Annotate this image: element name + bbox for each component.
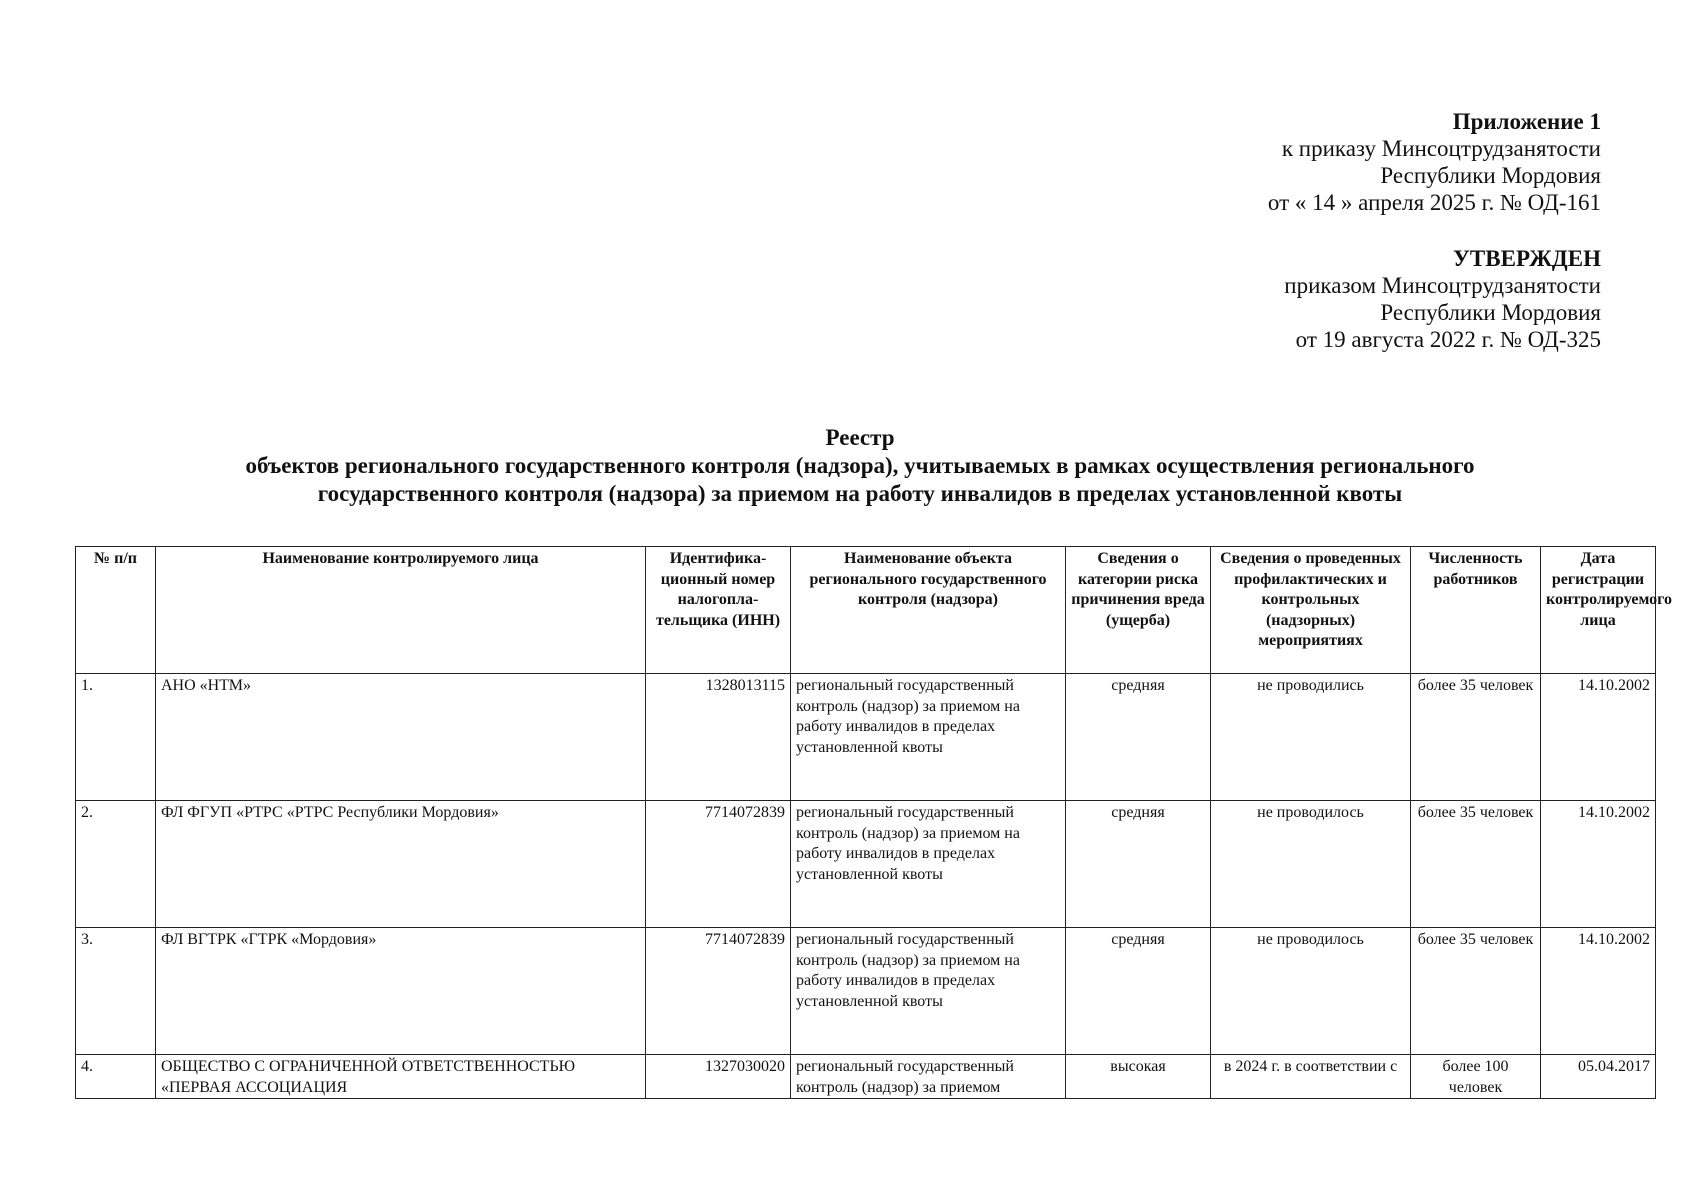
header-events: Сведения о проведенных профилактических и контрольных (надзорных) мероприятиях bbox=[1211, 547, 1411, 674]
approved-heading: УТВЕРЖДЕН bbox=[1453, 246, 1601, 271]
approval-block-appendix bbox=[1268, 108, 1601, 216]
table-row bbox=[76, 928, 1656, 1055]
header-employees: Численность работников bbox=[1411, 547, 1541, 674]
row-inn: 1328013115 bbox=[646, 674, 791, 801]
table-row bbox=[76, 674, 1656, 801]
document-title bbox=[90, 424, 1630, 508]
row-control-object: региональный государственный контроль (надзор) за приемом bbox=[791, 1055, 1066, 1099]
row-employees: более 100 человек bbox=[1411, 1055, 1541, 1099]
row-number: 2. bbox=[76, 801, 156, 928]
approved-line-3: от 19 августа 2022 г. № ОД-325 bbox=[1295, 327, 1601, 352]
table-row bbox=[76, 1055, 1656, 1099]
row-events: не проводилось bbox=[1211, 928, 1411, 1055]
row-inn: 7714072839 bbox=[646, 928, 791, 1055]
row-employees: более 35 человек bbox=[1411, 674, 1541, 801]
title-line-1: Реестр bbox=[825, 425, 895, 450]
appendix-line-3: от « 14 » апреля 2025 г. № ОД-161 bbox=[1267, 190, 1601, 215]
header-registration-date: Дата регистрации контролируемого лица bbox=[1541, 547, 1656, 674]
row-date: 05.04.2017 bbox=[1541, 1055, 1656, 1099]
header-number: № п/п bbox=[76, 547, 156, 674]
approval-block-approved bbox=[1284, 245, 1601, 353]
approved-line-1: приказом Минсоцтрудзанятости bbox=[1284, 273, 1601, 298]
table-header-row bbox=[76, 547, 1656, 674]
row-date: 14.10.2002 bbox=[1541, 674, 1656, 801]
row-risk: средняя bbox=[1066, 801, 1211, 928]
row-entity-name: ОБЩЕСТВО С ОГРАНИЧЕННОЙ ОТВЕТСТВЕННОСТЬЮ «ПЕРВАЯ АССОЦИАЦИЯ bbox=[156, 1055, 646, 1099]
table-row bbox=[76, 801, 1656, 928]
appendix-line-1: к приказу Минсоцтрудзанятости bbox=[1281, 136, 1601, 161]
appendix-line-2: Республики Мордовия bbox=[1380, 163, 1601, 188]
row-inn: 7714072839 bbox=[646, 801, 791, 928]
row-entity-name: ФЛ ФГУП «РТРС «РТРС Республики Мордовия» bbox=[156, 801, 646, 928]
row-risk: высокая bbox=[1066, 1055, 1211, 1099]
header-control-object: Наименование объекта регионального государственного контроля (надзора) bbox=[791, 547, 1066, 674]
row-risk: средняя bbox=[1066, 674, 1211, 801]
appendix-heading: Приложение 1 bbox=[1452, 109, 1601, 134]
row-events: в 2024 г. в соответствии с bbox=[1211, 1055, 1411, 1099]
row-events: не проводились bbox=[1211, 674, 1411, 801]
row-control-object: региональный государственный контроль (надзор) за приемом на работу инвалидов в пределах установленной квоты bbox=[791, 928, 1066, 1055]
row-control-object: региональный государственный контроль (надзор) за приемом на работу инвалидов в пределах установленной квоты bbox=[791, 674, 1066, 801]
registry-table bbox=[75, 546, 1673, 1099]
approved-line-2: Республики Мордовия bbox=[1380, 300, 1601, 325]
row-number: 3. bbox=[76, 928, 156, 1055]
title-line-3: государственного контроля (надзора) за приемом на работу инвалидов в пределах установленной квоты bbox=[317, 481, 1403, 506]
row-entity-name: ФЛ ВГТРК «ГТРК «Мордовия» bbox=[156, 928, 646, 1055]
row-employees: более 35 человек bbox=[1411, 928, 1541, 1055]
row-control-object: региональный государственный контроль (надзор) за приемом на работу инвалидов в пределах установленной квоты bbox=[791, 801, 1066, 928]
row-number: 1. bbox=[76, 674, 156, 801]
row-events: не проводилось bbox=[1211, 801, 1411, 928]
header-inn: Идентифика-ционный номер налогопла-тельщика (ИНН) bbox=[646, 547, 791, 674]
row-risk: средняя bbox=[1066, 928, 1211, 1055]
row-number: 4. bbox=[76, 1055, 156, 1099]
row-inn: 1327030020 bbox=[646, 1055, 791, 1099]
row-entity-name: АНО «НТМ» bbox=[156, 674, 646, 801]
row-date: 14.10.2002 bbox=[1541, 928, 1656, 1055]
row-employees: более 35 человек bbox=[1411, 801, 1541, 928]
header-risk-category: Сведения о категории риска причинения вреда (ущерба) bbox=[1066, 547, 1211, 674]
title-line-2: объектов регионального государственного контроля (надзора), учитываемых в рамках осуществления регионального bbox=[245, 453, 1475, 478]
row-date: 14.10.2002 bbox=[1541, 801, 1656, 928]
header-entity-name: Наименование контролируемого лица bbox=[156, 547, 646, 674]
